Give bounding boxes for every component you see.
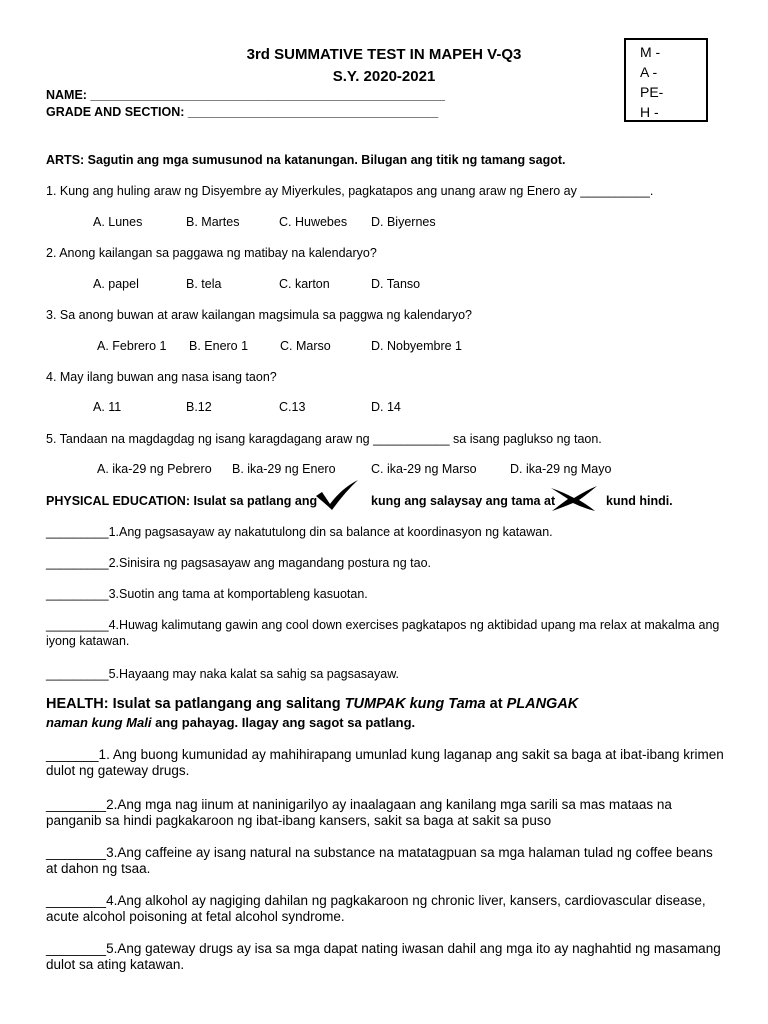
q1-option-d[interactable]: D. Biyernes — [371, 215, 436, 229]
q3-option-c[interactable]: C. Marso — [280, 339, 331, 353]
pe-item-3: _________3.Suotin ang tama at komportableng kasuotan. — [46, 587, 368, 601]
check-mark-icon — [312, 478, 362, 512]
health-item-2: ________2.Ang mga nag iinum at naninigarilyo ay inaalagaan ang kanilang mga sarili sa mas mataas na panganib sa hindi pagkakaroon ng ibat-ibang kansers, sakit sa baga at sakit sa puso — [46, 797, 672, 828]
health-heading-tumpak: TUMPAK kung Tama — [344, 696, 486, 712]
health-item-5: ________5.Ang gateway drugs ay isa sa mga dapat nating iwasan dahil ang mga ito ay naghahtid ng masamang dulot sa ating katawan. — [46, 941, 721, 972]
pe-instruction-part3: kund hindi. — [606, 494, 673, 508]
score-pe: PE- — [640, 84, 664, 100]
health-item-1: _______1. Ang buong kumunidad ay mahihirapang umunlad kung laganap ang sakit sa baga at ibat-ibang krimen dulot ng gateway drugs. — [46, 747, 724, 778]
q4-option-b[interactable]: B.12 — [186, 400, 212, 414]
test-title: 3rd SUMMATIVE TEST IN MAPEH V-Q3 — [246, 46, 522, 63]
health-heading-text: Isulat sa patlangang ang salitang — [108, 696, 345, 712]
q1-option-a[interactable]: A. Lunes — [93, 215, 143, 229]
q2-option-d[interactable]: D. Tanso — [371, 277, 421, 291]
score-box — [624, 38, 708, 122]
school-year: S.Y. 2020-2021 — [332, 68, 436, 85]
q5-option-d[interactable]: D. ika-29 ng Mayo — [510, 462, 612, 476]
q5-option-c[interactable]: C. ika-29 ng Marso — [371, 462, 477, 476]
q5-option-a[interactable]: A. ika-29 ng Pebrero — [97, 462, 212, 476]
q5-option-b[interactable]: B. ika-29 ng Enero — [232, 462, 336, 476]
q3-option-a[interactable]: A. Febrero 1 — [97, 339, 167, 353]
health-subheading — [46, 715, 415, 730]
health-heading-at: at — [485, 696, 507, 712]
health-sub-text: ang pahayag. Ilagay ang sagot sa patlang. — [151, 715, 416, 730]
q3-option-d[interactable]: D. Nobyembre 1 — [371, 339, 463, 353]
pe-item-5: _________5.Hayaang may naka kalat sa sahig sa pagsasayaw. — [46, 667, 400, 681]
q4-option-d[interactable]: D. 14 — [371, 400, 401, 414]
health-heading-plangak: PLANGAK — [506, 696, 579, 712]
score-arts: A - — [640, 64, 658, 80]
q4-option-a[interactable]: A. 11 — [93, 400, 122, 414]
health-item-4: ________4.Ang alkohol ay nagiging dahilan ng pagkakaroon ng chronic liver, kansers, cardiovascular disease, acute alcohol poisoning at fetal alcohol syndrome. — [46, 893, 706, 924]
x-mark-icon — [549, 484, 599, 512]
q2-option-b[interactable]: B. tela — [186, 277, 222, 291]
arts-question-2: 2. Anong kailangan sa paggawa ng matibay na kalendaryo? — [46, 246, 377, 260]
arts-question-4: 4. May ilang buwan ang nasa isang taon? — [46, 370, 277, 384]
arts-instruction: ARTS: Sagutin ang mga sumusunod na katanungan. Bilugan ang titik ng tamang sagot. — [46, 153, 566, 167]
health-item-3: ________3.Ang caffeine ay isang natural na substance na matatagpuan sa mga halaman tulad ng coffee beans at dahon ng tsaa. — [46, 845, 713, 876]
q4-option-c[interactable]: C.13 — [279, 400, 306, 414]
q2-option-c[interactable]: C. karton — [279, 277, 330, 291]
q3-option-b[interactable]: B. Enero 1 — [189, 339, 249, 353]
q2-option-a[interactable]: A. papel — [93, 277, 139, 291]
q1-option-b[interactable]: B. Martes — [186, 215, 240, 229]
pe-instruction-part2: kung ang salaysay ang tama at — [371, 494, 556, 508]
health-heading — [46, 696, 578, 712]
arts-question-3: 3. Sa anong buwan at araw kailangan magsimula sa paggwa ng kalendaryo? — [46, 308, 472, 322]
arts-question-5: 5. Tandaan na magdagdag ng isang karagdagang araw ng ___________ sa isang paglukso ng taon. — [46, 432, 602, 446]
q1-option-c[interactable]: C. Huwebes — [279, 215, 348, 229]
arts-question-1: 1. Kung ang huling araw ng Disyembre ay Miyerkules, pagkatapos ang unang araw ng Enero ay __________. — [46, 184, 654, 198]
name-field[interactable]: NAME: ___________________________________________________ — [46, 88, 445, 102]
health-label: HEALTH: — [46, 696, 109, 712]
score-music: M - — [640, 44, 661, 60]
pe-instruction-part1: PHYSICAL EDUCATION: Isulat sa patlang ang — [46, 494, 318, 508]
pe-item-2: _________2.Sinisira ng pagsasayaw ang magandang postura ng tao. — [46, 556, 432, 570]
health-sub-italic: naman kung Mali — [46, 715, 152, 730]
grade-section-field[interactable]: GRADE AND SECTION: ____________________________________ — [46, 105, 439, 119]
pe-item-4: _________4.Huwag kalimutang gawin ang cool down exercises pagkatapos ng aktibidad upang ma relax at makalma ang iyong katawan. — [46, 618, 720, 648]
pe-item-1: _________1.Ang pagsasayaw ay nakatutulong din sa balance at koordinasyon ng katawan. — [46, 525, 553, 539]
score-health: H - — [640, 104, 659, 120]
